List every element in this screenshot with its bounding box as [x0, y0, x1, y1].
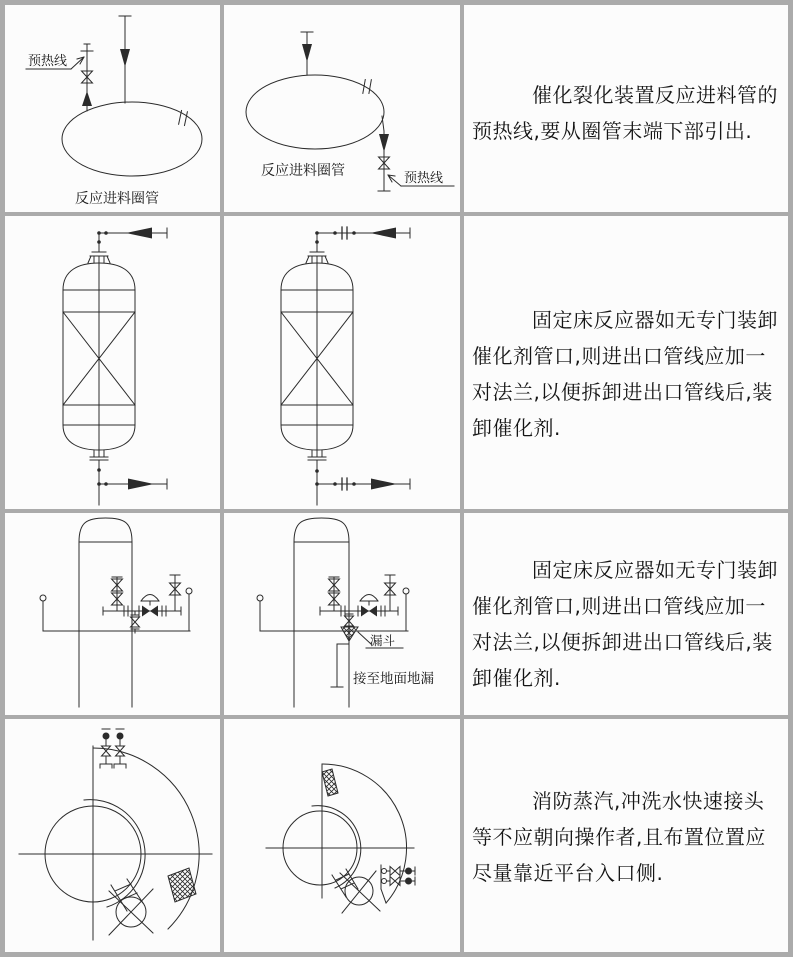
ring-pipe-ellipse — [246, 75, 384, 149]
davit-chute — [332, 869, 380, 913]
manifold-diagram-left — [5, 513, 220, 715]
note-row3 — [464, 513, 788, 715]
cell-ring-pipe-right — [224, 5, 460, 212]
preheat-line-with-valve — [81, 44, 93, 111]
ring-pipe-ellipse — [62, 102, 202, 176]
bottom-nozzle-piping-with-flange-pair — [308, 450, 410, 505]
reactor-diagram-left — [5, 216, 220, 509]
note-row1 — [464, 5, 788, 212]
platform-line — [257, 588, 409, 631]
bottom-nozzle-piping — [90, 450, 167, 505]
funnel-label-leader — [358, 632, 403, 648]
cell-reactor-left — [5, 216, 220, 509]
funnel-label: 漏斗 — [370, 633, 396, 648]
note-text-1: 催化裂化装置反应进料管的预热线,要从圈管末端下部引出. — [472, 83, 778, 143]
preheat-label-leader — [388, 170, 454, 186]
quick-coupling-1 — [382, 867, 416, 876]
platform-arc — [93, 748, 199, 929]
manifold-diagram-right — [224, 513, 460, 715]
cell-ring-pipe-left — [5, 5, 220, 212]
ladder-hatch — [168, 868, 196, 902]
ring-pipe-label: 反应进料圈管 — [75, 191, 159, 207]
top-nozzle-piping — [88, 228, 167, 264]
reactor-diagram-right — [224, 216, 460, 509]
note-text-2: 固定床反应器如无专门装卸催化剂管口,则进出口管线应加一对法兰,以便拆卸进出口管线后,装卸催化剂. — [472, 308, 778, 440]
valve-manifold — [320, 575, 398, 617]
top-nozzle-piping-with-flange-pair — [306, 227, 410, 263]
valve-manifold — [103, 575, 181, 633]
cell-manifold-left — [5, 513, 220, 715]
cell-plan-right — [224, 719, 460, 952]
quick-coupling-2 — [382, 877, 416, 886]
note-row4 — [464, 719, 788, 952]
reactor-vessel — [281, 256, 353, 456]
preheat-label-leader — [26, 53, 84, 69]
feed-inlet-line — [301, 32, 313, 75]
quick-coupling-2 — [114, 729, 126, 768]
cell-manifold-right — [224, 513, 460, 715]
cell-reactor-right — [224, 216, 460, 509]
note-row2 — [464, 216, 788, 509]
platform-line — [40, 588, 192, 631]
note-text-3: 固定床反应器如无专门装卸催化剂管口,则进出口管线应加一对法兰,以便拆卸进出口管线后,装卸催化剂. — [472, 558, 778, 690]
preheat-line-with-valve — [378, 116, 390, 191]
preheat-line-label: 预热线 — [404, 171, 444, 186]
floor-drain-label: 接至地面地漏 — [353, 671, 434, 687]
plan-diagram-left — [5, 719, 220, 952]
ladder-hatch — [322, 769, 338, 796]
davit-chute — [109, 879, 153, 935]
ring-pipe-label: 反应进料圈管 — [261, 163, 345, 179]
note-text-4: 消防蒸汽,冲洗水快速接头等不应朝向操作者,且布置位置应尽量靠近平台入口侧. — [472, 789, 766, 885]
preheat-line-label: 预热线 — [28, 54, 68, 69]
reactor-vessel — [63, 256, 135, 456]
ring-pipe-diagram-right — [224, 5, 460, 212]
feed-inlet-line — [119, 16, 131, 103]
plan-diagram-right — [224, 719, 460, 952]
ring-pipe-diagram-left — [5, 5, 220, 212]
cell-plan-left — [5, 719, 220, 952]
